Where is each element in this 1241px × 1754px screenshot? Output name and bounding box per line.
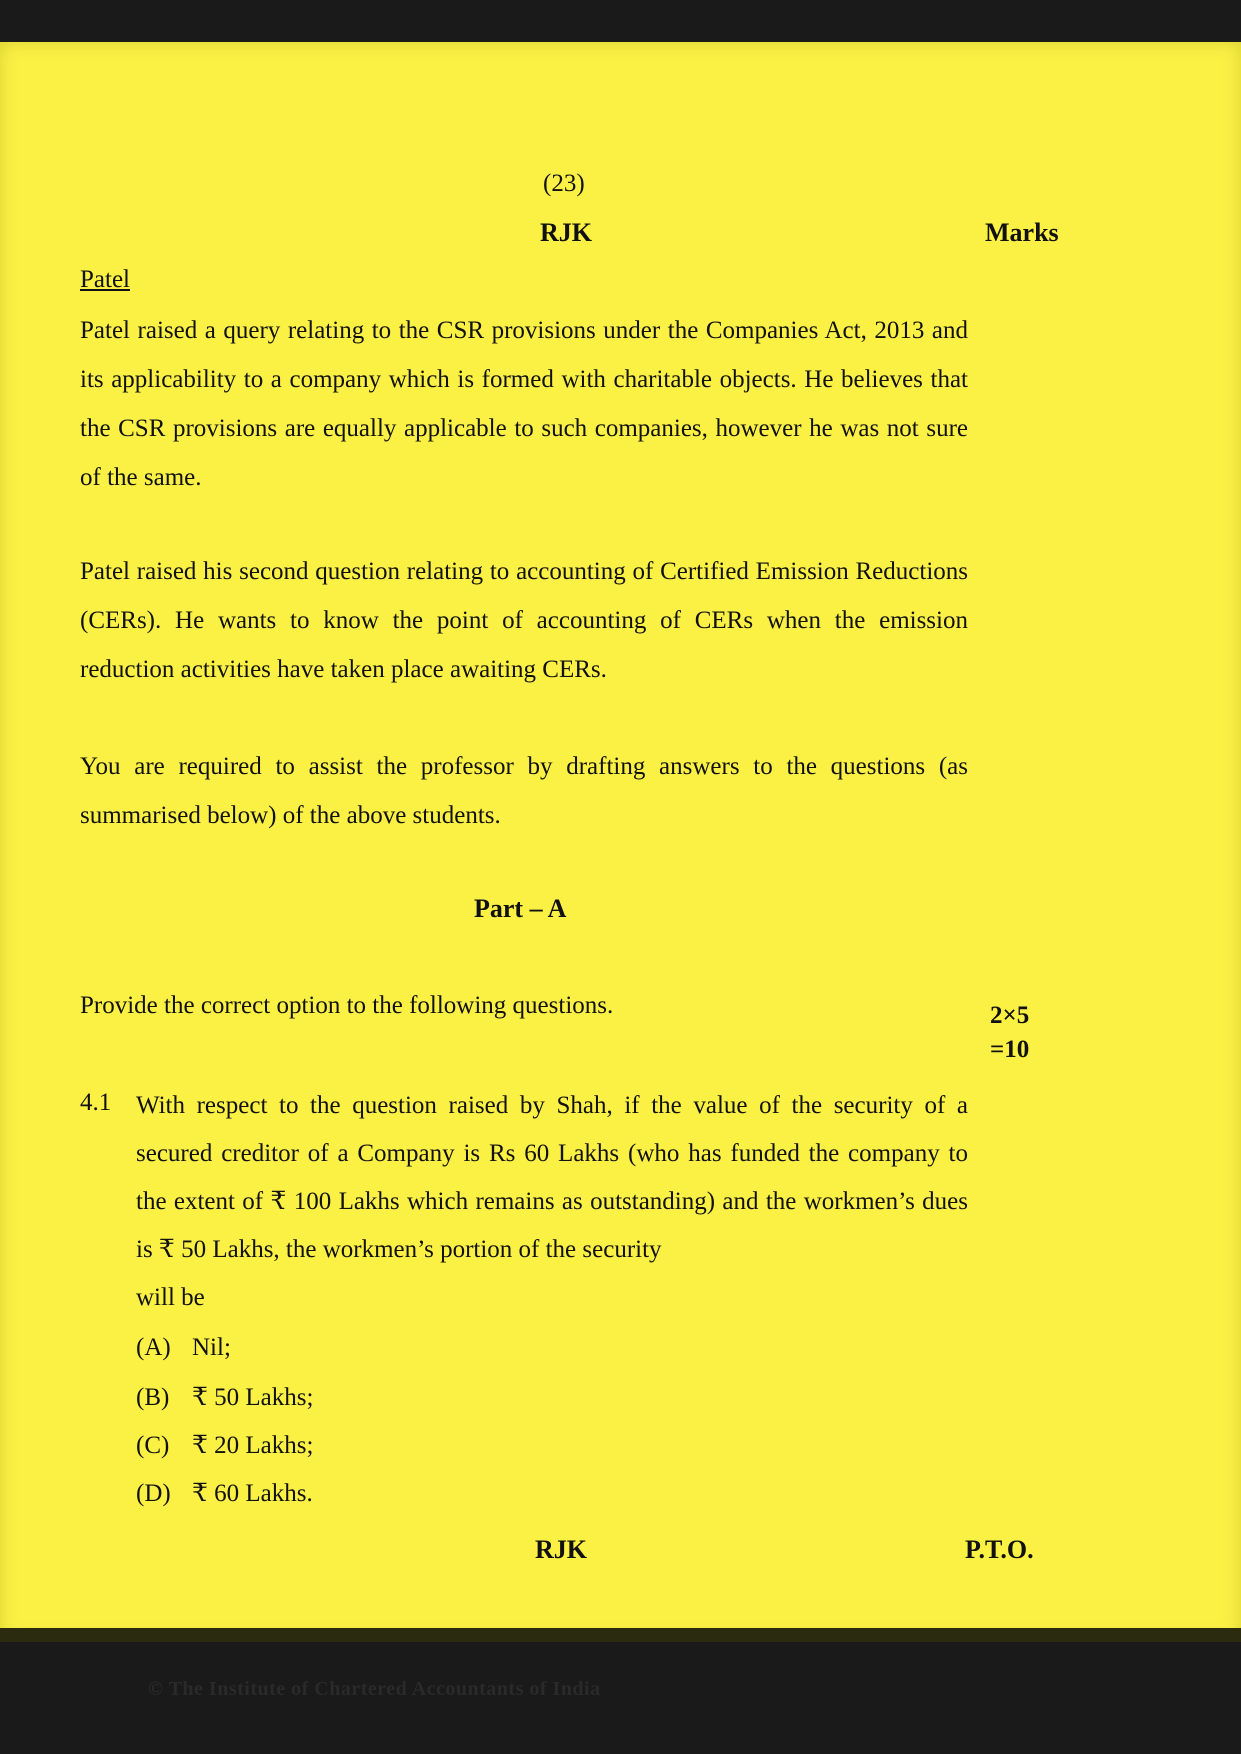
paragraph-instruction: You are required to assist the professor by drafting answers to the questions (as summarised below) of the above students. [80, 753, 968, 829]
option-b [136, 1382, 313, 1412]
part-title: Part – A [474, 894, 567, 923]
option-label: (A) [136, 1334, 171, 1361]
page-bottom-edge [0, 1628, 1241, 1642]
part-instruction: Provide the correct option to the following questions. [80, 992, 614, 1019]
question-text: With respect to the question raised by Shah, if the value of the security of a secured creditor of a Company is Rs 60 Lakhs (who has funded the company to the extent of ₹ 100 Lakhs which remains as outstanding) and the workmen’s dues is ₹ 50 Lakhs, the workmen’s portion of the security [136, 1092, 968, 1263]
page-number: (23) [543, 170, 585, 197]
marks-column-header: Marks [985, 218, 1059, 247]
option-text: ₹ 60 Lakhs. [192, 1480, 313, 1507]
marks-line-1: 2×5 [990, 1002, 1030, 1029]
paper-code-bottom: RJK [535, 1535, 587, 1564]
option-c [136, 1430, 313, 1460]
copyright-watermark: © The Institute of Chartered Accountants of India [148, 1678, 601, 1700]
option-label: (B) [136, 1384, 170, 1411]
marks-line-2: =10 [990, 1036, 1030, 1063]
bleed-through-text [150, 254, 156, 282]
paragraph-csr-query: Patel raised a query relating to the CSR provisions under the Companies Act, 2013 and its applicability to a company which is formed with charitable objects. He believes that the CSR provisions are equally applicable to such companies, however he was not sure of the same. [80, 317, 968, 491]
option-label: (D) [136, 1480, 171, 1507]
exam-page [0, 42, 1241, 1640]
part-marks [990, 999, 1029, 1067]
student-name-heading: Patel [80, 266, 130, 293]
please-turn-over: P.T.O. [965, 1535, 1034, 1564]
option-text: ₹ 50 Lakhs; [192, 1384, 314, 1411]
option-a [136, 1334, 231, 1362]
paper-code-top: RJK [540, 218, 592, 247]
option-d [136, 1478, 313, 1508]
question-number: 4.1 [80, 1089, 112, 1116]
paragraph-cer-query: Patel raised his second question relating to accounting of Certified Emission Reductions (CERs). He wants to know the point of accounting of CERs when the emission reduction activities have taken place awaiting CERs. [80, 558, 968, 683]
option-text: ₹ 20 Lakhs; [192, 1432, 314, 1459]
question-text-tail: will be [136, 1284, 205, 1311]
option-text: Nil; [192, 1334, 231, 1361]
option-label: (C) [136, 1432, 170, 1459]
